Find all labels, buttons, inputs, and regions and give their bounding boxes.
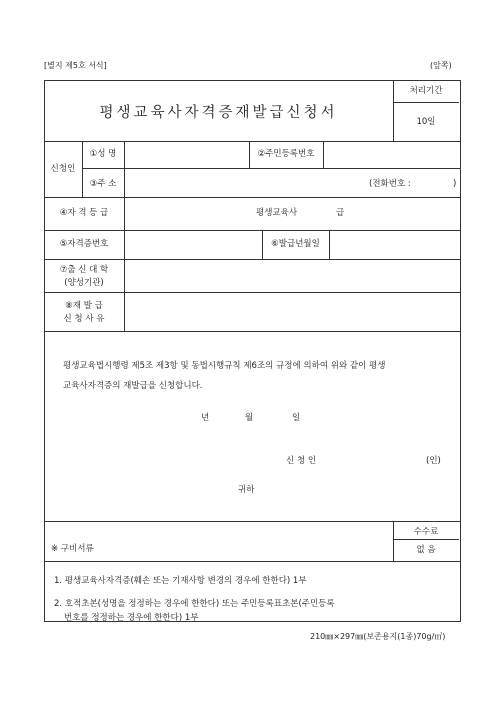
resident-number-field[interactable] (324, 142, 459, 167)
processing-period-label: 처리기간 (409, 86, 443, 96)
phone-close: ) (453, 179, 457, 189)
side-label: (앞쪽) (430, 61, 452, 70)
fee-label: 수수료 (413, 527, 439, 537)
required-documents-label: ※ 구비서류 (51, 544, 94, 554)
seal-mark: (인) (426, 456, 441, 466)
resident-number-label: ②주민등록번호 (257, 149, 315, 159)
date-day-label: 일 (292, 413, 301, 423)
issue-date-label: ⑥발급년월일 (271, 239, 320, 249)
reissue-label: ⑧재 발 급 (65, 301, 103, 311)
form-label: [별지 제5호 서식] (44, 61, 107, 70)
name-label: ①성 명 (89, 149, 117, 159)
training-institution-label: (양성기관) (64, 278, 104, 288)
paper-spec: 210㎜×297㎜(보존용지(1종)70g/㎡) (310, 632, 446, 641)
cert-number-label: ⑤자격증번호 (59, 239, 109, 249)
document-item-2-cont: 번호를 정정하는 경우에 한한다) 1부 (64, 613, 199, 623)
qualification-grade: 급 (336, 208, 345, 218)
applicant-signature-label: 신 청 인 (286, 456, 317, 466)
university-label: ⑦출 신 대 학 (59, 265, 109, 275)
date-year-label: 년 (201, 413, 210, 423)
document-item-1: 1. 평생교육사자격증(훼손 또는 기재사항 변경의 경우에 한한다) 1부 (54, 576, 307, 586)
name-field[interactable] (125, 142, 248, 167)
qualification-label: ④자 격 등 급 (59, 208, 109, 218)
fee-value: 없 음 (416, 545, 436, 555)
statement-line-2: 교육사자격증의 재발급을 신청합니다. (63, 381, 203, 391)
form-title: 평생교육사자격증재발급신청서 (99, 105, 338, 121)
addressee-label: 귀하 (238, 485, 255, 495)
applicant-group-label: 신청인 (50, 164, 76, 174)
document-item-2: 2. 호적초본(성명을 정정하는 경우에 한한다) 또는 주민등록표초본(주민등록 (54, 599, 335, 609)
address-field[interactable] (125, 169, 365, 196)
university-field[interactable] (125, 260, 459, 291)
statement-line-1: 평생교육법시행령 제5조 제3항 및 동법시행규칙 제6조의 규정에 의하여 위와 같이 평생 (63, 361, 386, 371)
qualification-value: 평생교육사 (256, 208, 298, 218)
cert-number-field[interactable] (125, 231, 261, 258)
reissue-reason-field[interactable] (125, 293, 459, 330)
address-label: ③주 소 (89, 179, 117, 189)
phone-label: (전화번호 : (369, 179, 411, 189)
reissue-reason-label: 신 청 사 유 (63, 314, 105, 324)
date-month-label: 월 (245, 413, 254, 423)
processing-period-value: 10일 (416, 117, 436, 127)
issue-date-field[interactable] (330, 231, 459, 258)
